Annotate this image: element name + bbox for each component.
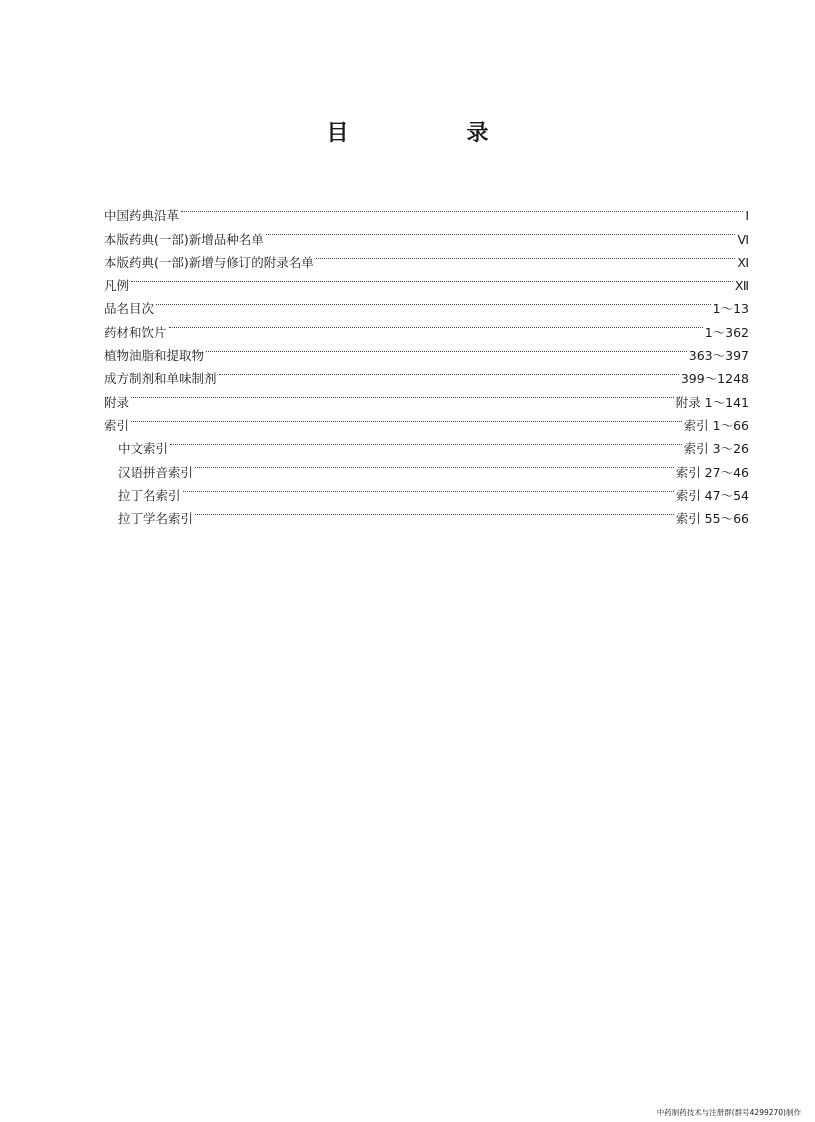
toc-entry-label: 药材和饮片 bbox=[104, 324, 167, 340]
dot-leader bbox=[131, 383, 674, 406]
toc-entry bbox=[104, 267, 749, 294]
dot-leader bbox=[266, 220, 736, 243]
dot-leader bbox=[170, 430, 682, 453]
page-title: 目 录 bbox=[326, 121, 537, 146]
toc-entry-page: Ⅻ bbox=[734, 278, 749, 294]
toc-entry bbox=[104, 313, 749, 340]
toc-entry-page: 附录 1～141 bbox=[675, 394, 749, 410]
toc-entry-page: Ⅰ bbox=[745, 208, 749, 224]
toc-entry bbox=[104, 407, 749, 433]
toc-entry-page: 399～1248 bbox=[680, 371, 749, 387]
dot-leader bbox=[169, 313, 703, 336]
footer-note: 中药制药技术与注册群(群号4299270)制作 bbox=[656, 1108, 801, 1117]
toc-entry-page: 索引 55～66 bbox=[675, 511, 749, 527]
toc-subentry bbox=[104, 430, 749, 457]
toc-entry-page: Ⅵ bbox=[737, 231, 749, 247]
toc-entry bbox=[104, 220, 749, 247]
dot-leader bbox=[131, 267, 733, 290]
toc-entry-label: 拉丁名索引 bbox=[118, 487, 181, 503]
dot-leader bbox=[131, 407, 682, 430]
toc-entry-label: 成方制剂和单味制剂 bbox=[104, 371, 217, 387]
toc-entry bbox=[104, 197, 749, 224]
toc-entry-label: 汉语拼音索引 bbox=[118, 464, 194, 480]
dot-leader bbox=[195, 453, 674, 476]
toc-entry bbox=[104, 383, 749, 410]
toc-subentry bbox=[104, 477, 749, 503]
dot-leader bbox=[219, 360, 679, 383]
toc-entry bbox=[104, 290, 749, 317]
table-of-contents bbox=[104, 197, 749, 527]
dot-leader bbox=[156, 290, 711, 313]
dot-leader bbox=[195, 500, 674, 523]
toc-subentry bbox=[104, 500, 749, 527]
toc-entry-label: 中国药典沿革 bbox=[104, 208, 180, 224]
toc-entry-label: 本版药典(一部)新增与修订的附录名单 bbox=[104, 254, 314, 270]
toc-entry-page: 1～362 bbox=[704, 324, 749, 340]
dot-leader bbox=[181, 197, 743, 220]
dot-leader bbox=[316, 244, 736, 267]
toc-subentry bbox=[104, 453, 749, 480]
toc-entry-label: 凡例 bbox=[104, 278, 130, 294]
toc-entry-label: 本版药典(一部)新增品种名单 bbox=[104, 231, 264, 247]
dot-leader bbox=[206, 337, 687, 360]
dot-leader bbox=[183, 477, 674, 500]
toc-entry-label: 索引 bbox=[104, 417, 130, 433]
toc-entry-label: 中文索引 bbox=[118, 441, 169, 457]
toc-entry-page: 索引 1～66 bbox=[683, 417, 749, 433]
toc-entry-page: 索引 27～46 bbox=[675, 464, 749, 480]
toc-entry-label: 附录 bbox=[104, 394, 130, 410]
toc-entry bbox=[104, 337, 749, 364]
toc-entry-page: Ⅺ bbox=[737, 254, 749, 270]
toc-entry-page: 363～397 bbox=[688, 348, 749, 364]
toc-entry-label: 品名目次 bbox=[104, 301, 155, 317]
toc-entry-label: 植物油脂和提取物 bbox=[104, 348, 205, 364]
toc-entry-page: 索引 47～54 bbox=[675, 487, 749, 503]
toc-entry-page: 索引 3～26 bbox=[683, 441, 749, 457]
toc-entry-page: 1～13 bbox=[712, 301, 749, 317]
toc-entry-label: 拉丁学名索引 bbox=[118, 511, 194, 527]
